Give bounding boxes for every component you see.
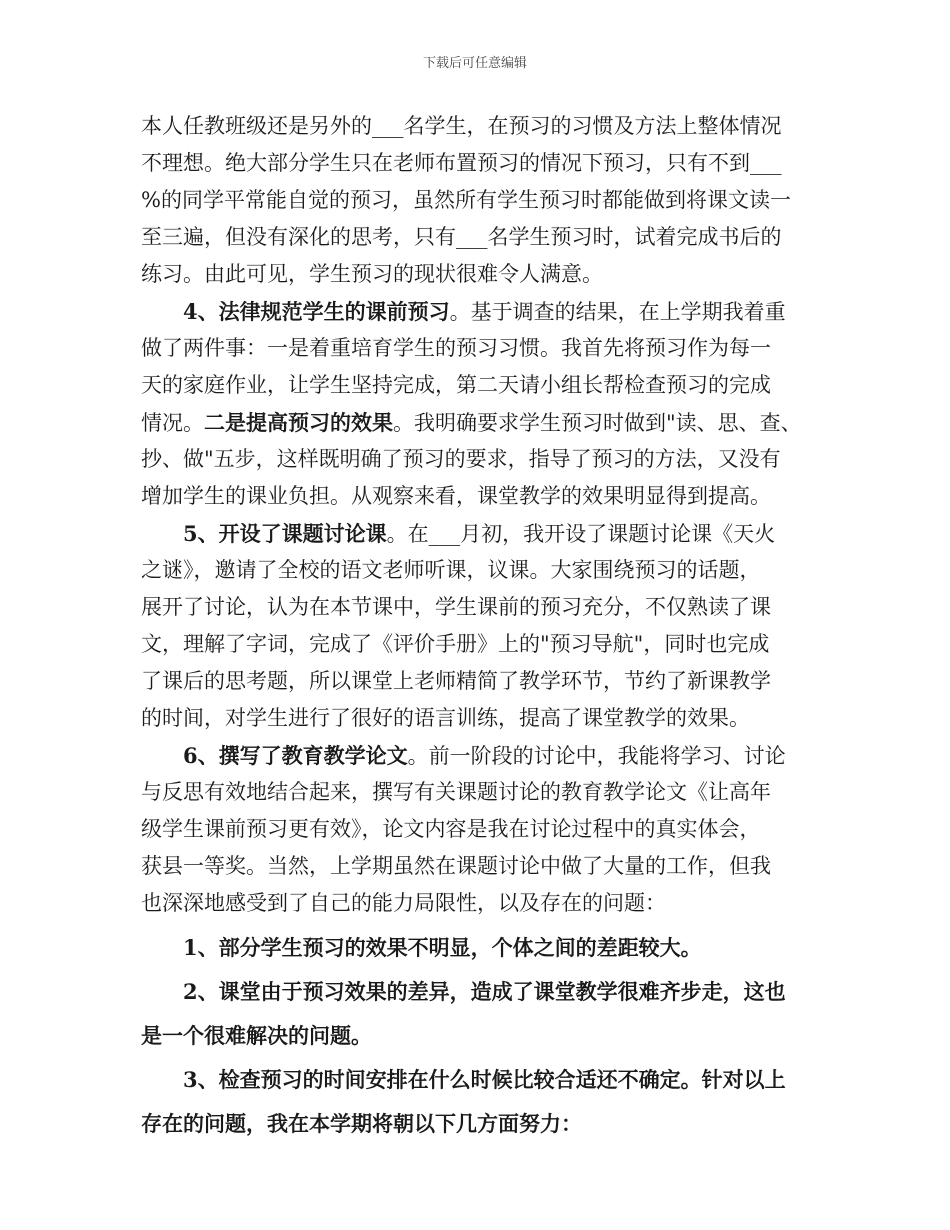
problem-item-2-cont: 是一个很难解决的问题。 [141, 1023, 372, 1048]
paragraph-6-heading: 6、撰写了教育教学论文 [183, 743, 408, 768]
text-line: 了课后的思考题，所以课堂上老师精简了教学环节，节约了新课教学 [141, 669, 771, 693]
text-line: 练习。由此可见，学生预习的现状很难令人满意。 [141, 262, 603, 286]
text-line: 本人任教班级还是另外的___名学生，在预习的习惯及方法上整体情况 [141, 114, 782, 138]
paragraph-5-text: 。在___月初，我开设了课题讨论课《天火 [386, 522, 776, 546]
text-line: 至三遍，但没有深化的思考，只有___名学生预习时，试着完成书后的 [141, 225, 782, 249]
text-line: 的时间，对学生进行了很好的语言训练，提高了课堂教学的效果。 [141, 706, 750, 730]
paragraph-6-first-line [141, 737, 813, 774]
problem-item-3: 3、检查预习的时间安排在什么时候比较合适还不确定。针对以上 [183, 1067, 786, 1092]
text-line: 展开了讨论，认为在本节课中，学生课前的预习充分，不仅熟读了课 [141, 595, 771, 619]
problem-item-1: 1、部分学生预习的效果不明显，个体之间的差距较大。 [183, 935, 702, 960]
page-header: 下载后可任意编辑 [422, 56, 527, 71]
text-line: 与反思有效地结合起来，撰写有关课题讨论的教育教学论文《让高年 [141, 780, 771, 804]
paragraph-5-first-line [141, 515, 813, 552]
text-line: 级学生课前预习更有效》，论文内容是我在讨论过程中的真实体会， [141, 817, 761, 841]
text-line: 不理想。绝大部分学生只在老师布置预习的情况下预习，只有不到___ [141, 151, 782, 175]
problem-item-3-cont: 存在的问题，我在本学期将朝以下几方面努力： [141, 1111, 582, 1136]
text-line: 抄、做"五步，这样既明确了预习的要求，指导了预习的方法，又没有 [141, 447, 781, 471]
text-line: 文，理解了字词，完成了《评价手册》上的"预习导航"，同时也完成 [141, 632, 770, 656]
text-line: 之谜》，邀请了全校的语文老师听课，议课。大家围绕预习的话题， [141, 558, 761, 582]
problem-item-2: 2、课堂由于预习效果的差异，造成了课堂教学很难齐步走，这也 [183, 979, 786, 1004]
paragraph-4-heading: 4、法律规范学生的课前预习 [183, 299, 450, 324]
text-line: %的同学平常能自觉的预习，虽然所有学生预习时都能做到将课文读一 [141, 188, 791, 212]
bold-phrase: 二是提高预习的效果 [204, 410, 393, 435]
text-line: 获县一等奖。当然，上学期虽然在课题讨论中做了大量的工作，但我 [141, 854, 771, 878]
text-line: 天的家庭作业，让学生坚持完成，第二天请小组长帮检查预习的完成 [141, 373, 771, 397]
paragraph-5-heading: 5、开设了课题讨论课 [183, 521, 387, 546]
document-body [141, 108, 813, 1146]
text-line: 做了两件事：一是着重培育学生的预习习惯。我首先将预习作为每一 [141, 336, 771, 360]
text-line: 也深深地感受到了自己的能力局限性，以及存在的问题： [141, 891, 666, 915]
text-span: 情况。 [141, 411, 204, 435]
text-line: 增加学生的课业负担。从观察来看，课堂教学的效果明显得到提高。 [141, 484, 771, 508]
text-span: 。我明确要求学生预习时做到"读、思、查、 [393, 411, 802, 435]
paragraph-4-first-line [141, 293, 813, 330]
paragraph-6-text: 。前一阶段的讨论中，我能将学习、讨论 [407, 744, 786, 768]
paragraph-4-text: 。基于调查的结果，在上学期我着重 [449, 300, 786, 324]
text-line-mixed [141, 404, 813, 441]
